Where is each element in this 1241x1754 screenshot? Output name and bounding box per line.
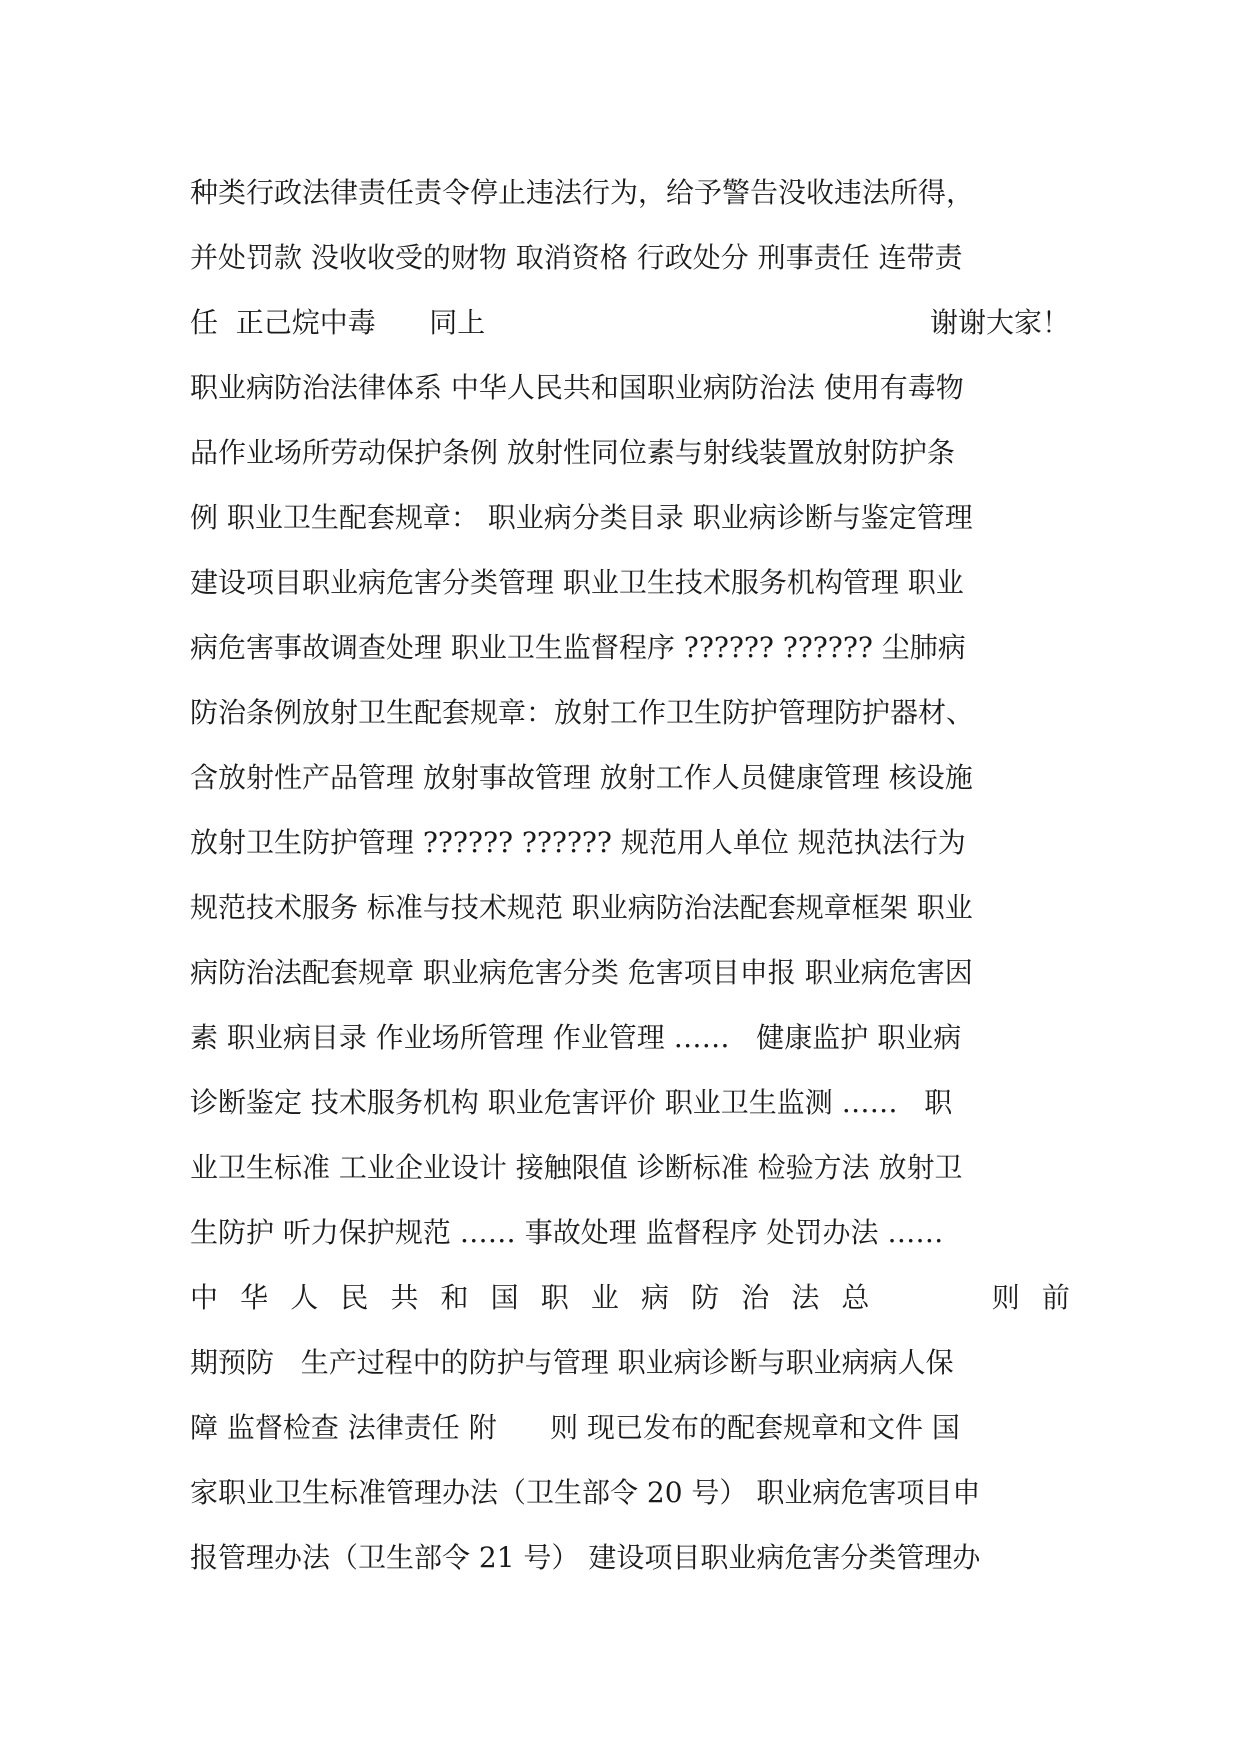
text-line: 规范技术服务 标准与技术规范 职业病防治法配套规章框架 职业 <box>190 891 973 924</box>
text-line: 业卫生标准 工业企业设计 接触限值 诊断标准 检验方法 放射卫 <box>190 1151 963 1184</box>
text-line: 病防治法配套规章 职业病危害分类 危害项目申报 职业病危害因 <box>190 956 973 989</box>
text-line: 期预防 生产过程中的防护与管理 职业病诊断与职业病病人保 <box>190 1346 954 1379</box>
spread-char: 病 <box>640 1281 669 1314</box>
text-line: 品作业场所劳动保护条例 放射性同位素与射线装置放射防护条 <box>190 436 955 469</box>
text-line: 职业病防治法律体系 中华人民共和国职业病防治法 使用有毒物 <box>190 371 964 404</box>
spread-char: 前 <box>1041 1281 1070 1314</box>
spread-char: 法 <box>791 1281 820 1314</box>
body-text <box>190 160 1070 1590</box>
text-line: 并处罚款 没收收受的财物 取消资格 行政处分 刑事责任 连带责 <box>190 241 963 274</box>
text-line: 建设项目职业病危害分类管理 职业卫生技术服务机构管理 职业 <box>190 566 964 599</box>
spread-char: 共 <box>390 1281 419 1314</box>
text-line: 诊断鉴定 技术服务机构 职业危害评价 职业卫生监测 …… 职 <box>190 1086 953 1119</box>
spread-char: 和 <box>440 1281 469 1314</box>
text-line: 防治条例放射卫生配套规章：放射工作卫生防护管理防护器材、 <box>190 696 975 729</box>
spread-char: 中 <box>190 1281 219 1314</box>
spread-char: 人 <box>290 1281 319 1314</box>
closing-thanks: 谢谢大家！ <box>929 306 1070 339</box>
spread-char: 业 <box>590 1281 619 1314</box>
text-line: 素 职业病目录 作业场所管理 作业管理 …… 健康监护 职业病 <box>190 1021 962 1054</box>
spread-char: 治 <box>741 1281 770 1314</box>
text-line: 放射卫生防护管理 ?????? ?????? 规范用人单位 规范执法行为 <box>190 826 966 859</box>
text-line: 障 监督检查 法律责任 附 则 现已发布的配套规章和文件 国 <box>190 1411 960 1444</box>
heading-line <box>190 1265 1070 1330</box>
text-line: 含放射性产品管理 放射事故管理 放射工作人员健康管理 核设施 <box>190 761 973 794</box>
text-line: 病危害事故调查处理 职业卫生监督程序 ?????? ?????? 尘肺病 <box>190 631 966 664</box>
text-line: 家职业卫生标准管理办法（卫生部令 20 号） 职业病危害项目申 <box>190 1476 981 1509</box>
spread-char <box>942 1265 970 1330</box>
spread-char: 职 <box>540 1281 569 1314</box>
text-line <box>190 290 1070 355</box>
text-line: 例 职业卫生配套规章： 职业病分类目录 职业病诊断与鉴定管理 <box>190 501 973 534</box>
spread-char: 国 <box>490 1281 519 1314</box>
text-line: 报管理办法（卫生部令 21 号） 建设项目职业病危害分类管理办 <box>190 1541 981 1574</box>
text-line: 生防护 听力保护规范 …… 事故处理 监督程序 处罚办法 …… <box>190 1216 944 1249</box>
text-line: 种类行政法律责任责令停止违法行为，给予警告没收违法所得， <box>190 176 975 209</box>
spread-char: 华 <box>240 1281 269 1314</box>
spread-char: 防 <box>691 1281 720 1314</box>
spread-char: 民 <box>340 1281 369 1314</box>
text-segment: 任 正己烷中毒 同上 <box>190 306 486 339</box>
spread-char <box>892 1265 920 1330</box>
spread-char: 则 <box>991 1281 1020 1314</box>
spread-char: 总 <box>841 1281 870 1314</box>
